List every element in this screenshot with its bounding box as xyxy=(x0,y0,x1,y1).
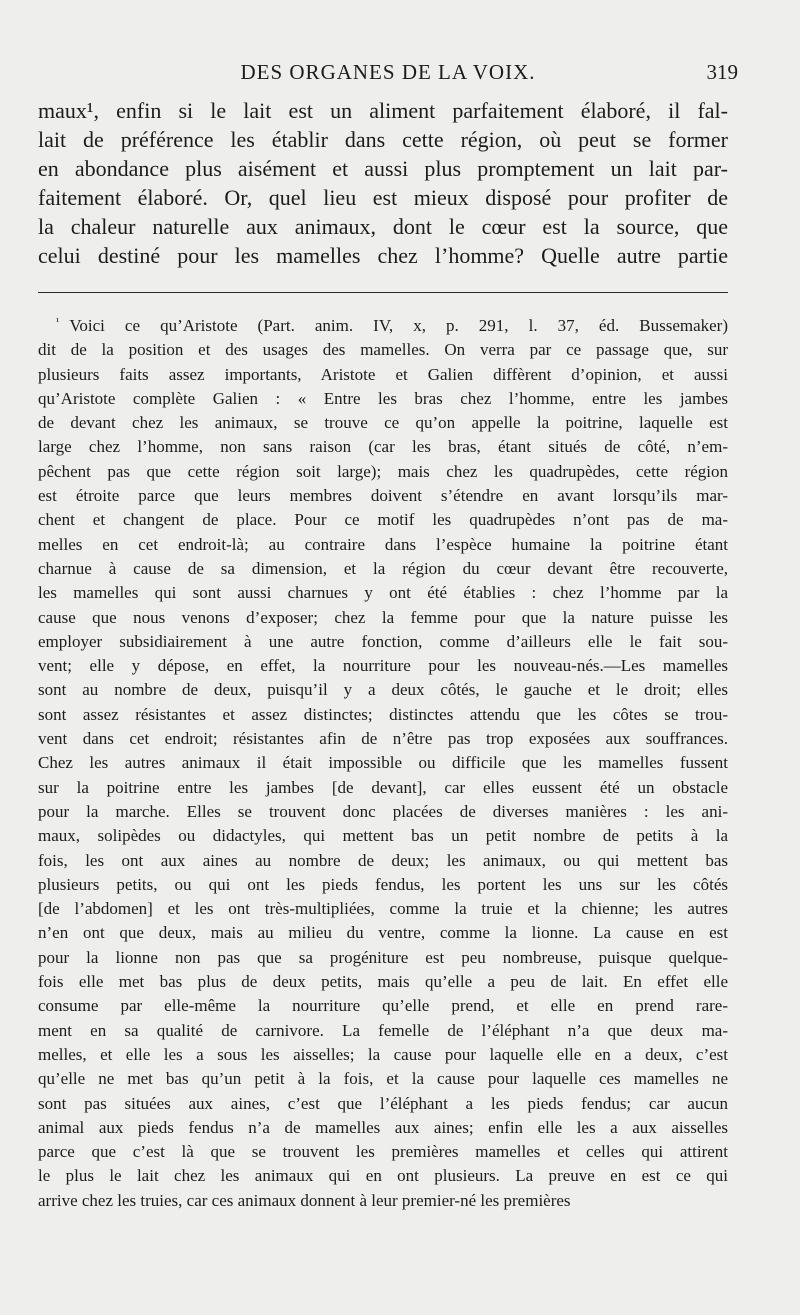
running-title: DES ORGANES DE LA VOIX. xyxy=(240,60,536,84)
footnote-line: arrive chez les truies, car ces animaux donnent à leur premier-né les premières xyxy=(38,1190,571,1210)
footnote-line: de devant chez les animaux, se trouve ce qu’on appelle la poitrine, laquelle est xyxy=(38,413,728,433)
footnote-line: sur la poitrine entre les jambes [de devant], car elles eussent été un obstacle xyxy=(38,777,728,797)
footnote-line: cause que nous venons d’exposer; chez la femme pour que la nature puisse les xyxy=(38,607,728,627)
footnote-line: qu’elle ne met bas qu’un petit à la fois, et la cause pour laquelle ces mamelles ne xyxy=(38,1069,728,1089)
footnote-line: est étroite parce que leurs membres doivent s’étendre en avant lorsqu’ils mar- xyxy=(38,486,728,506)
footnote-line: sont assez résistantes et assez distinctes; distinctes attendu que les côtes se trou- xyxy=(38,704,728,724)
footnote-first-line xyxy=(38,310,728,338)
footnote-line: melles en cet endroit-là; au contraire dans l’espèce humaine la poitrine étant xyxy=(38,534,728,554)
text-line: maux¹, enfin si le lait est un aliment parfaitement élaboré, il fal- xyxy=(38,98,728,123)
footnote-line: ment en sa qualité de carnivore. La femelle de l’éléphant n’a que deux ma- xyxy=(38,1020,728,1040)
footnote-line: sont pas situées aux aines, c’est que l’éléphant a les pieds fendus; car aucun xyxy=(38,1093,728,1113)
footnote xyxy=(38,310,728,1213)
text-line: lait de préférence les établir dans cette région, où peut se former xyxy=(38,127,728,152)
footnote-line: le plus le lait chez les animaux qui en ont plusieurs. La preuve en est ce qui xyxy=(38,1166,728,1186)
footnote-line: Chez les autres animaux il était impossible ou difficile que les mamelles fussent xyxy=(38,753,728,773)
footnote-line: les mamelles qui sont aussi charnues y ont été établies : chez l’homme par la xyxy=(38,583,728,603)
footnote-line: pêchent pas que cette région soit large); mais chez les quadrupèdes, cette région xyxy=(38,461,728,481)
footnote-line: plusieurs petits, ou qui ont les pieds fendus, les portent les uns sur les côtés xyxy=(38,874,728,894)
footnote-line: melles, et elle les a sous les aisselles; la cause pour laquelle elle en a deux, c’est xyxy=(38,1044,728,1064)
footnote-marker: ¹ xyxy=(56,316,60,328)
main-text xyxy=(38,96,728,270)
text-line: la chaleur naturelle aux animaux, dont le cœur est la source, que xyxy=(38,214,728,239)
running-head xyxy=(38,60,738,90)
footnote-line: pour la marche. Elles se trouvent donc placées de diverses manières : les ani- xyxy=(38,801,728,821)
footnote-line: qu’Aristote complète Galien : « Entre les bras chez l’homme, entre les jambes xyxy=(38,388,728,408)
footnote-line: charnue à cause de sa dimension, et la région du cœur devant être recouverte, xyxy=(38,558,728,578)
footnote-line: Voici ce qu’Aristote (Part. anim. IV, x, p. 291, l. 37, éd. Bussemaker) xyxy=(69,316,728,335)
footnote-line: pour la lionne non pas que sa progéniture est peu nombreuse, puisque quelque- xyxy=(38,947,728,967)
footnote-line: plusieurs faits assez importants, Aristote et Galien diffèrent d’opinion, et aussi xyxy=(38,364,728,384)
footnote-line: [de l’abdomen] et les ont très-multipliées, comme la truie et la chienne; les autres xyxy=(38,899,728,919)
footnote-line: fois, les ont aux aines au nombre de deux; les animaux, ou qui mettent bas xyxy=(38,850,728,870)
footnote-line: n’en ont que deux, mais au milieu du ventre, comme la lionne. La cause en est xyxy=(38,923,728,943)
footnote-separator xyxy=(38,292,728,293)
footnote-line: employer subsidiairement à une autre fonction, comme d’ailleurs elle le fait sou- xyxy=(38,631,728,651)
footnote-line: vent dans cet endroit; résistantes afin de n’être pas trop exposées aux souffrances. xyxy=(38,729,728,749)
footnote-line: fois elle met bas plus de deux petits, mais qu’elle a peu de lait. En effet elle xyxy=(38,972,728,992)
text-line: faitement élaboré. Or, quel lieu est mieux disposé pour profiter de xyxy=(38,185,728,210)
footnote-line: chent et changent de place. Pour ce motif les quadrupèdes n’ont pas de ma- xyxy=(38,510,728,530)
text-line: en abondance plus aisément et aussi plus promptement un lait par- xyxy=(38,156,728,181)
footnote-line: dit de la position et des usages des mamelles. On verra par ce passage que, sur xyxy=(38,340,728,360)
page-number: 319 xyxy=(706,60,738,84)
footnote-line: consume par elle-même la nourriture qu’elle prend, et elle en prend rare- xyxy=(38,996,728,1016)
footnote-line: animal aux pieds fendus n’a de mamelles aux aines; enfin elle les a aux aisselles xyxy=(38,1117,728,1137)
footnote-line: parce que c’est là que se trouvent les premières mamelles et celles qui attirent xyxy=(38,1142,728,1162)
footnote-line: vent; elle y dépose, en effet, la nourriture pour les nouveau-nés.—Les mamelles xyxy=(38,656,728,676)
footnote-line: maux, solipèdes ou didactyles, qui mettent bas un petit nombre de petits à la xyxy=(38,826,728,846)
footnote-line: sont au nombre de deux, puisqu’il y a deux côtés, le gauche et le droit; elles xyxy=(38,680,728,700)
footnote-line: large chez l’homme, non sans raison (car les bras, étant situés de côté, n’em- xyxy=(38,437,728,457)
text-line: celui destiné pour les mamelles chez l’homme? Quelle autre partie xyxy=(38,243,728,268)
